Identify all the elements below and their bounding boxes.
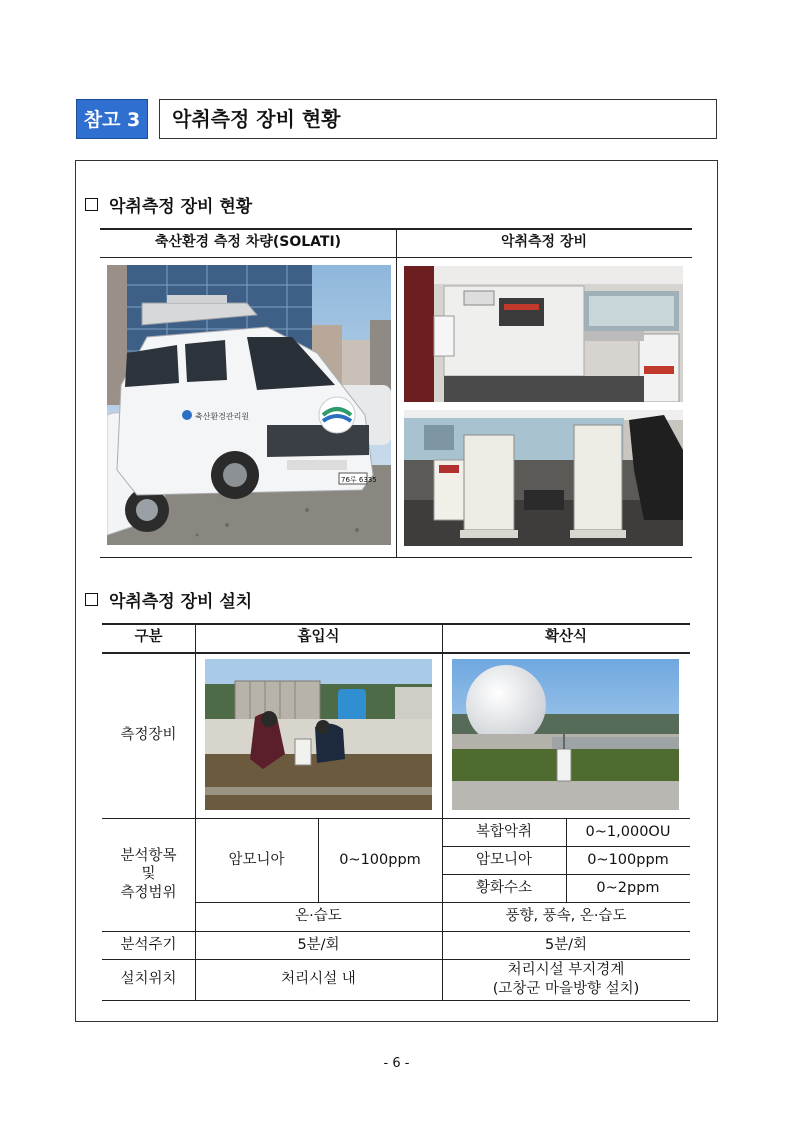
interior-photo-bottom	[404, 410, 683, 546]
suction-cycle: 5분/회	[297, 936, 340, 953]
header-diffusion-type: 확산식	[544, 629, 588, 646]
row-label-equipment: 측정장비	[120, 726, 177, 743]
row-label-line: 및	[141, 866, 156, 883]
suction-range: 0~100ppm	[339, 851, 421, 868]
interior-photo-top	[404, 266, 683, 402]
diffusion-extra-measure: 풍향, 풍속, 온·습도	[505, 908, 627, 925]
equipment-photo-table	[100, 228, 692, 558]
section-title: 악취측정 장비 현황	[109, 197, 253, 217]
location-line: 처리시설 부지경계	[507, 962, 625, 979]
row-label-location: 설치위치	[120, 971, 177, 988]
page-number: - 6 -	[383, 1056, 410, 1071]
installation-table	[102, 623, 690, 1002]
license-plate-text: 76루 6335	[341, 476, 377, 484]
suction-device-photo	[205, 659, 432, 810]
column-header-vehicle: 축산환경 측정 차량(SOLATI)	[154, 234, 342, 250]
page-title: 악취측정 장비 현황	[159, 99, 717, 139]
column-header-equipment: 악취측정 장비	[500, 234, 588, 250]
section-heading-equipment	[85, 192, 252, 217]
location-line: (고창군 마을방향 설치)	[492, 980, 640, 997]
diffusion-item: 황화수소	[475, 879, 533, 896]
vehicle-photo	[107, 265, 391, 545]
header-category: 구분	[134, 629, 163, 646]
diffusion-location	[442, 959, 690, 1000]
vehicle-logo-text: 축산환경관리원	[195, 412, 250, 421]
suction-extra-measure: 온·습도	[295, 908, 342, 925]
diffusion-item: 복합악취	[475, 823, 533, 840]
diffusion-device-photo	[452, 659, 679, 810]
diffusion-range: 0~100ppm	[587, 851, 669, 868]
checkbox-square-icon	[85, 198, 98, 211]
header-suction-type: 흡입식	[297, 629, 340, 646]
row-label-analysis	[102, 818, 195, 931]
row-label-line: 분석항목	[120, 848, 177, 865]
section-heading-installation	[85, 587, 252, 612]
suction-location: 처리시설 내	[281, 971, 356, 988]
section-title: 악취측정 장비 설치	[109, 592, 253, 612]
reference-tag: 참고 3	[76, 99, 148, 139]
row-label-cycle: 분석주기	[120, 936, 177, 953]
diffusion-range: 0~2ppm	[596, 879, 660, 896]
diffusion-item: 암모니아	[475, 851, 533, 868]
diffusion-range: 0~1,000OU	[585, 823, 671, 840]
diffusion-cycle: 5분/회	[544, 936, 588, 953]
suction-item: 암모니아	[228, 851, 285, 868]
row-label-line: 측정범위	[120, 884, 177, 901]
checkbox-square-icon	[85, 593, 98, 606]
